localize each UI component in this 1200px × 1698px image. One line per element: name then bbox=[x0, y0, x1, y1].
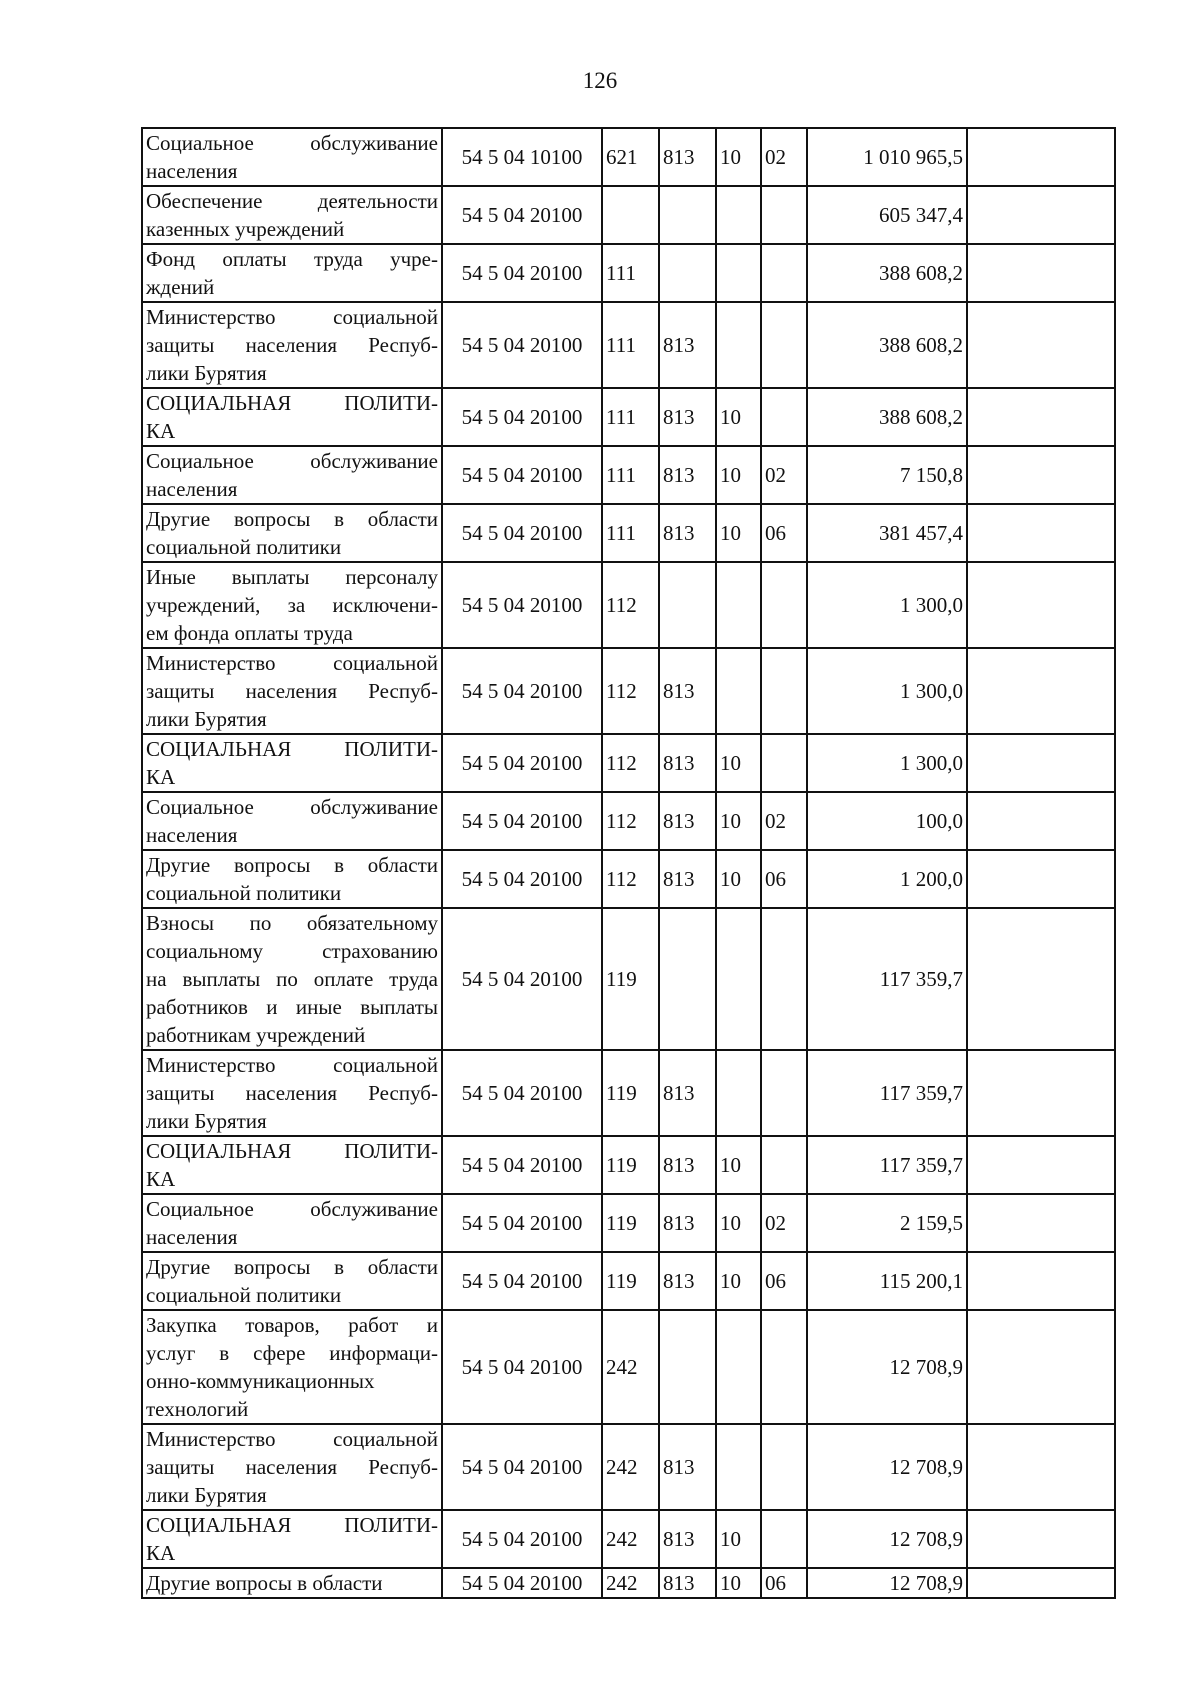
cell-target-code: 54 5 04 20100 bbox=[442, 648, 602, 734]
cell-section: 10 bbox=[716, 128, 761, 186]
table-row bbox=[142, 302, 1115, 388]
cell-empty bbox=[967, 648, 1115, 734]
cell-subsection bbox=[761, 302, 807, 388]
cell-expense-type: 119 bbox=[602, 908, 659, 1050]
cell-section bbox=[716, 1424, 761, 1510]
description-line: Другие вопросы в области bbox=[146, 1571, 383, 1595]
cell-target-code: 54 5 04 20100 bbox=[442, 1194, 602, 1252]
cell-subsection bbox=[761, 562, 807, 648]
cell-subsection: 06 bbox=[761, 850, 807, 908]
cell-amount: 1 200,0 bbox=[807, 850, 967, 908]
description-line: СОЦИАЛЬНАЯ ПОЛИТИ- bbox=[146, 737, 438, 761]
cell-amount: 388 608,2 bbox=[807, 244, 967, 302]
table-row bbox=[142, 244, 1115, 302]
table-row bbox=[142, 1310, 1115, 1424]
description-line: работников и иные выплаты bbox=[146, 995, 438, 1019]
cell-amount: 1 010 965,5 bbox=[807, 128, 967, 186]
cell-target-code: 54 5 04 20100 bbox=[442, 302, 602, 388]
cell-amount: 12 708,9 bbox=[807, 1510, 967, 1568]
description-line: КА bbox=[146, 1167, 176, 1191]
description-line: Социальное обслуживание bbox=[146, 449, 438, 473]
cell-subsection bbox=[761, 734, 807, 792]
cell-ministry-code: 813 bbox=[659, 1252, 716, 1310]
description-line: защиты населения Респуб- bbox=[146, 1081, 438, 1105]
cell-amount: 7 150,8 bbox=[807, 446, 967, 504]
cell-description bbox=[142, 446, 442, 504]
table-row bbox=[142, 908, 1115, 1050]
cell-ministry-code: 813 bbox=[659, 648, 716, 734]
cell-subsection bbox=[761, 1510, 807, 1568]
description-line: ждений bbox=[146, 275, 215, 299]
description-line: КА bbox=[146, 765, 176, 789]
description-line: Другие вопросы в области bbox=[146, 853, 438, 877]
cell-expense-type: 112 bbox=[602, 792, 659, 850]
cell-ministry-code bbox=[659, 244, 716, 302]
cell-section: 10 bbox=[716, 446, 761, 504]
table-row bbox=[142, 1424, 1115, 1510]
cell-target-code: 54 5 04 20100 bbox=[442, 504, 602, 562]
cell-subsection bbox=[761, 244, 807, 302]
description-line: работникам учреждений bbox=[146, 1023, 366, 1047]
cell-section: 10 bbox=[716, 1252, 761, 1310]
cell-empty bbox=[967, 1568, 1115, 1598]
cell-description bbox=[142, 1050, 442, 1136]
cell-section bbox=[716, 186, 761, 244]
cell-empty bbox=[967, 734, 1115, 792]
cell-target-code: 54 5 04 20100 bbox=[442, 562, 602, 648]
cell-expense-type: 112 bbox=[602, 734, 659, 792]
page-number: 126 bbox=[582, 68, 618, 93]
table-row bbox=[142, 850, 1115, 908]
description-line: Министерство социальной bbox=[146, 1053, 438, 1077]
cell-target-code: 54 5 04 20100 bbox=[442, 734, 602, 792]
cell-ministry-code: 813 bbox=[659, 1510, 716, 1568]
cell-section: 10 bbox=[716, 734, 761, 792]
cell-description bbox=[142, 792, 442, 850]
description-line: Социальное обслуживание bbox=[146, 795, 438, 819]
description-line: Министерство социальной bbox=[146, 305, 438, 329]
cell-description bbox=[142, 1252, 442, 1310]
cell-description bbox=[142, 1136, 442, 1194]
cell-target-code: 54 5 04 20100 bbox=[442, 1424, 602, 1510]
table-row bbox=[142, 792, 1115, 850]
description-line: лики Бурятия bbox=[146, 1109, 267, 1133]
cell-amount: 388 608,2 bbox=[807, 302, 967, 388]
cell-target-code: 54 5 04 20100 bbox=[442, 1136, 602, 1194]
cell-amount: 117 359,7 bbox=[807, 1136, 967, 1194]
cell-expense-type: 111 bbox=[602, 388, 659, 446]
cell-expense-type: 119 bbox=[602, 1136, 659, 1194]
cell-subsection: 02 bbox=[761, 446, 807, 504]
cell-ministry-code bbox=[659, 908, 716, 1050]
cell-target-code: 54 5 04 20100 bbox=[442, 186, 602, 244]
cell-section bbox=[716, 1050, 761, 1136]
cell-empty bbox=[967, 1194, 1115, 1252]
table-row bbox=[142, 504, 1115, 562]
cell-expense-type bbox=[602, 186, 659, 244]
cell-amount: 605 347,4 bbox=[807, 186, 967, 244]
cell-empty bbox=[967, 186, 1115, 244]
cell-section: 10 bbox=[716, 388, 761, 446]
cell-subsection: 06 bbox=[761, 1568, 807, 1598]
cell-target-code: 54 5 04 20100 bbox=[442, 388, 602, 446]
cell-expense-type: 119 bbox=[602, 1194, 659, 1252]
cell-section bbox=[716, 908, 761, 1050]
cell-subsection: 06 bbox=[761, 1252, 807, 1310]
table-row bbox=[142, 446, 1115, 504]
cell-expense-type: 111 bbox=[602, 302, 659, 388]
cell-section: 10 bbox=[716, 1194, 761, 1252]
table-row bbox=[142, 1194, 1115, 1252]
description-line: КА bbox=[146, 1541, 176, 1565]
cell-expense-type: 112 bbox=[602, 648, 659, 734]
cell-target-code: 54 5 04 20100 bbox=[442, 446, 602, 504]
cell-description bbox=[142, 850, 442, 908]
cell-empty bbox=[967, 302, 1115, 388]
table-row bbox=[142, 186, 1115, 244]
cell-amount: 12 708,9 bbox=[807, 1424, 967, 1510]
cell-ministry-code: 813 bbox=[659, 302, 716, 388]
cell-description bbox=[142, 648, 442, 734]
cell-target-code: 54 5 04 20100 bbox=[442, 792, 602, 850]
cell-subsection bbox=[761, 1424, 807, 1510]
cell-expense-type: 119 bbox=[602, 1050, 659, 1136]
cell-description bbox=[142, 908, 442, 1050]
cell-expense-type: 112 bbox=[602, 850, 659, 908]
cell-subsection: 02 bbox=[761, 1194, 807, 1252]
description-line: Другие вопросы в области bbox=[146, 507, 438, 531]
cell-empty bbox=[967, 504, 1115, 562]
cell-ministry-code: 813 bbox=[659, 1568, 716, 1598]
cell-section bbox=[716, 562, 761, 648]
cell-section: 10 bbox=[716, 792, 761, 850]
description-line: онно-коммуникационных bbox=[146, 1369, 375, 1393]
cell-expense-type: 242 bbox=[602, 1568, 659, 1598]
cell-ministry-code: 813 bbox=[659, 128, 716, 186]
description-line: населения bbox=[146, 1225, 238, 1249]
table-row bbox=[142, 562, 1115, 648]
description-line: Иные выплаты персоналу bbox=[146, 565, 438, 589]
cell-ministry-code: 813 bbox=[659, 850, 716, 908]
cell-section bbox=[716, 648, 761, 734]
cell-description bbox=[142, 388, 442, 446]
cell-empty bbox=[967, 908, 1115, 1050]
cell-expense-type: 112 bbox=[602, 562, 659, 648]
cell-description bbox=[142, 128, 442, 186]
table-row bbox=[142, 648, 1115, 734]
cell-description bbox=[142, 1310, 442, 1424]
table-row bbox=[142, 1568, 1115, 1598]
cell-empty bbox=[967, 446, 1115, 504]
description-line: защиты населения Респуб- bbox=[146, 1455, 438, 1479]
description-line: лики Бурятия bbox=[146, 361, 267, 385]
table-row bbox=[142, 1510, 1115, 1568]
description-line: Министерство социальной bbox=[146, 1427, 438, 1451]
cell-amount: 12 708,9 bbox=[807, 1310, 967, 1424]
cell-target-code: 54 5 04 20100 bbox=[442, 850, 602, 908]
description-line: лики Бурятия bbox=[146, 1483, 267, 1507]
description-line: защиты населения Респуб- bbox=[146, 333, 438, 357]
cell-expense-type: 111 bbox=[602, 244, 659, 302]
cell-target-code: 54 5 04 20100 bbox=[442, 244, 602, 302]
cell-subsection bbox=[761, 388, 807, 446]
table-row bbox=[142, 1136, 1115, 1194]
cell-target-code: 54 5 04 20100 bbox=[442, 908, 602, 1050]
cell-amount: 12 708,9 bbox=[807, 1568, 967, 1598]
cell-ministry-code bbox=[659, 562, 716, 648]
description-line: Фонд оплаты труда учре- bbox=[146, 247, 438, 271]
description-line: Министерство социальной bbox=[146, 651, 438, 675]
description-line: технологий bbox=[146, 1397, 249, 1421]
cell-empty bbox=[967, 388, 1115, 446]
cell-target-code: 54 5 04 20100 bbox=[442, 1310, 602, 1424]
description-line: населения bbox=[146, 477, 238, 501]
cell-amount: 100,0 bbox=[807, 792, 967, 850]
cell-subsection bbox=[761, 1310, 807, 1424]
description-line: Обеспечение деятельности bbox=[146, 189, 438, 213]
description-line: КА bbox=[146, 419, 176, 443]
cell-ministry-code: 813 bbox=[659, 734, 716, 792]
cell-ministry-code: 813 bbox=[659, 1050, 716, 1136]
cell-target-code: 54 5 04 20100 bbox=[442, 1510, 602, 1568]
cell-ministry-code: 813 bbox=[659, 388, 716, 446]
cell-section: 10 bbox=[716, 1568, 761, 1598]
cell-description bbox=[142, 1510, 442, 1568]
cell-ministry-code: 813 bbox=[659, 504, 716, 562]
cell-description bbox=[142, 1568, 442, 1598]
cell-description bbox=[142, 302, 442, 388]
cell-empty bbox=[967, 1310, 1115, 1424]
cell-empty bbox=[967, 1510, 1115, 1568]
cell-subsection bbox=[761, 648, 807, 734]
table-row bbox=[142, 1050, 1115, 1136]
description-line: Социальное обслуживание bbox=[146, 1197, 438, 1221]
cell-empty bbox=[967, 850, 1115, 908]
description-line: Закупка товаров, работ и bbox=[146, 1313, 438, 1337]
cell-amount: 117 359,7 bbox=[807, 1050, 967, 1136]
cell-section: 10 bbox=[716, 1510, 761, 1568]
cell-amount: 115 200,1 bbox=[807, 1252, 967, 1310]
cell-description bbox=[142, 734, 442, 792]
cell-subsection: 02 bbox=[761, 128, 807, 186]
cell-target-code: 54 5 04 20100 bbox=[442, 1252, 602, 1310]
cell-amount: 2 159,5 bbox=[807, 1194, 967, 1252]
cell-description bbox=[142, 1424, 442, 1510]
cell-expense-type: 111 bbox=[602, 446, 659, 504]
cell-section bbox=[716, 1310, 761, 1424]
description-line: ем фонда оплаты труда bbox=[146, 621, 353, 645]
description-line: социальной политики bbox=[146, 535, 342, 559]
cell-subsection: 02 bbox=[761, 792, 807, 850]
cell-description bbox=[142, 562, 442, 648]
cell-amount: 1 300,0 bbox=[807, 648, 967, 734]
description-line: СОЦИАЛЬНАЯ ПОЛИТИ- bbox=[146, 391, 438, 415]
cell-amount: 388 608,2 bbox=[807, 388, 967, 446]
description-line: на выплаты по оплате труда bbox=[146, 967, 438, 991]
cell-empty bbox=[967, 1136, 1115, 1194]
description-line: СОЦИАЛЬНАЯ ПОЛИТИ- bbox=[146, 1513, 438, 1537]
cell-empty bbox=[967, 1252, 1115, 1310]
cell-expense-type: 242 bbox=[602, 1310, 659, 1424]
cell-ministry-code: 813 bbox=[659, 792, 716, 850]
cell-subsection: 06 bbox=[761, 504, 807, 562]
cell-empty bbox=[967, 792, 1115, 850]
cell-section: 10 bbox=[716, 850, 761, 908]
description-line: защиты населения Респуб- bbox=[146, 679, 438, 703]
description-line: учреждений, за исключени- bbox=[146, 593, 438, 617]
table-row bbox=[142, 388, 1115, 446]
cell-expense-type: 621 bbox=[602, 128, 659, 186]
description-line: казенных учреждений bbox=[146, 217, 345, 241]
description-line: лики Бурятия bbox=[146, 707, 267, 731]
cell-target-code: 54 5 04 10100 bbox=[442, 128, 602, 186]
cell-target-code: 54 5 04 20100 bbox=[442, 1568, 602, 1598]
cell-expense-type: 242 bbox=[602, 1424, 659, 1510]
cell-empty bbox=[967, 1424, 1115, 1510]
cell-section: 10 bbox=[716, 1136, 761, 1194]
description-line: социальной политики bbox=[146, 1283, 342, 1307]
cell-expense-type: 119 bbox=[602, 1252, 659, 1310]
cell-expense-type: 242 bbox=[602, 1510, 659, 1568]
description-line: Другие вопросы в области bbox=[146, 1255, 438, 1279]
cell-target-code: 54 5 04 20100 bbox=[442, 1050, 602, 1136]
budget-table bbox=[141, 127, 1116, 1599]
table-body bbox=[142, 128, 1115, 1598]
description-line: СОЦИАЛЬНАЯ ПОЛИТИ- bbox=[146, 1139, 438, 1163]
description-line: Взносы по обязательному bbox=[146, 911, 438, 935]
cell-amount: 381 457,4 bbox=[807, 504, 967, 562]
cell-description bbox=[142, 244, 442, 302]
cell-amount: 1 300,0 bbox=[807, 562, 967, 648]
cell-description bbox=[142, 504, 442, 562]
cell-section bbox=[716, 302, 761, 388]
cell-ministry-code bbox=[659, 1310, 716, 1424]
cell-description bbox=[142, 186, 442, 244]
cell-ministry-code: 813 bbox=[659, 1136, 716, 1194]
description-line: услуг в сфере информаци- bbox=[146, 1341, 438, 1365]
cell-subsection bbox=[761, 1050, 807, 1136]
cell-empty bbox=[967, 244, 1115, 302]
cell-expense-type: 111 bbox=[602, 504, 659, 562]
table-row bbox=[142, 128, 1115, 186]
cell-ministry-code: 813 bbox=[659, 1194, 716, 1252]
cell-section: 10 bbox=[716, 504, 761, 562]
cell-amount: 1 300,0 bbox=[807, 734, 967, 792]
cell-subsection bbox=[761, 908, 807, 1050]
cell-subsection bbox=[761, 1136, 807, 1194]
cell-ministry-code: 813 bbox=[659, 446, 716, 504]
table-row bbox=[142, 1252, 1115, 1310]
cell-description bbox=[142, 1194, 442, 1252]
cell-empty bbox=[967, 128, 1115, 186]
description-line: социальной политики bbox=[146, 881, 342, 905]
cell-amount: 117 359,7 bbox=[807, 908, 967, 1050]
description-line: населения bbox=[146, 823, 238, 847]
description-line: Социальное обслуживание bbox=[146, 131, 438, 155]
cell-empty bbox=[967, 562, 1115, 648]
cell-subsection bbox=[761, 186, 807, 244]
cell-empty bbox=[967, 1050, 1115, 1136]
description-line: социальному страхованию bbox=[146, 939, 438, 963]
table-row bbox=[142, 734, 1115, 792]
cell-section bbox=[716, 244, 761, 302]
cell-ministry-code: 813 bbox=[659, 1424, 716, 1510]
cell-ministry-code bbox=[659, 186, 716, 244]
description-line: населения bbox=[146, 159, 238, 183]
